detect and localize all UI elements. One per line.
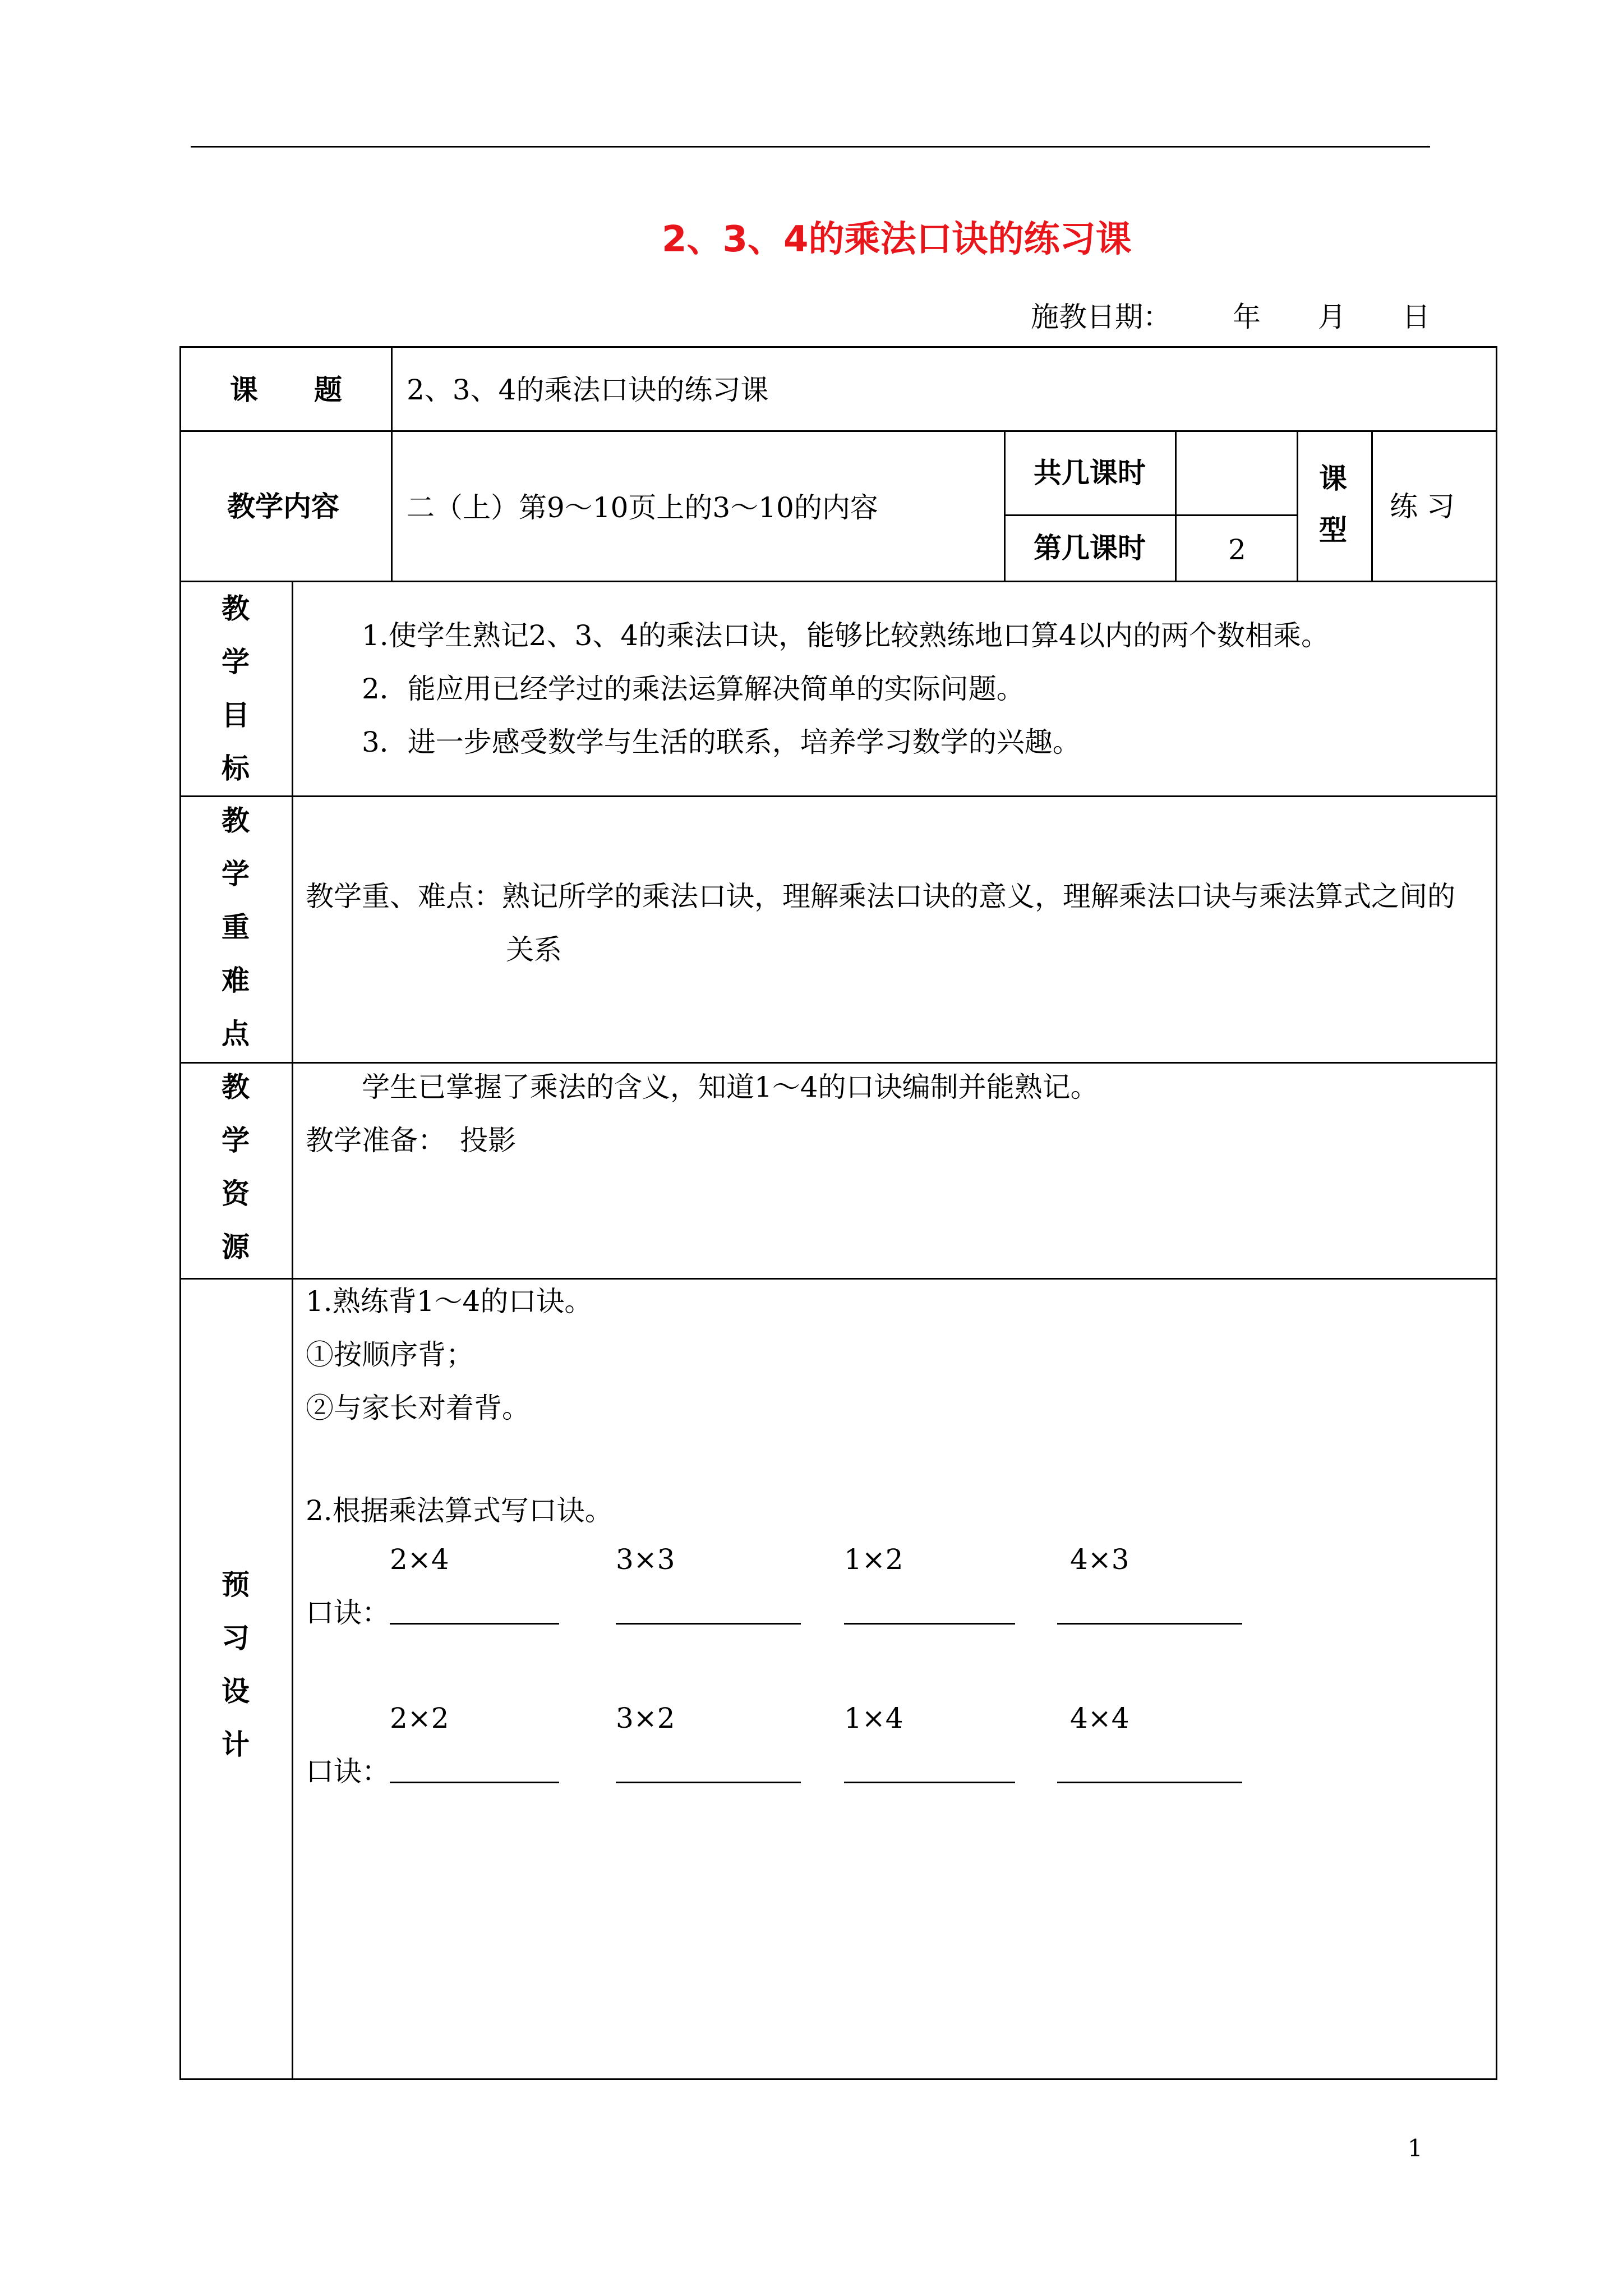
- expression-1: 2×4: [390, 1543, 449, 1576]
- resources-label-3: 资: [222, 1177, 250, 1210]
- period-number-value: 2: [1228, 533, 1246, 566]
- answer-blank[interactable]: [844, 1782, 1015, 1783]
- document-title: 2、3、4的乘法口诀的练习课: [662, 219, 1132, 260]
- resources-label-2: 学: [222, 1124, 250, 1157]
- goals-label-2: 学: [222, 646, 250, 678]
- key-label-3: 重: [222, 911, 250, 944]
- goal-item-3: 3．进一步感受数学与生活的联系，培养学习数学的兴趣。: [362, 726, 1081, 758]
- date-month: 月: [1318, 301, 1346, 333]
- expression-2: 3×3: [616, 1543, 675, 1576]
- header-rule: [191, 146, 1430, 148]
- preview-item-1: 1.熟练背1～4的口诀。: [306, 1285, 593, 1318]
- expression-7: 1×4: [844, 1702, 903, 1734]
- resources-line-1: 学生已掌握了乘法的含义，知道1～4的口诀编制并能熟记。: [362, 1071, 1099, 1103]
- expression-8: 4×4: [1070, 1702, 1129, 1734]
- topic-label: 课 题: [230, 374, 342, 406]
- key-label-5: 点: [222, 1018, 250, 1050]
- preview-label-3: 设: [222, 1675, 250, 1708]
- page-number: 1: [1408, 2134, 1423, 2162]
- resources-label-1: 教: [222, 1071, 250, 1103]
- key-label-4: 难: [222, 964, 250, 997]
- resources-label-4: 源: [222, 1231, 250, 1263]
- preview-item-2: 2.根据乘法算式写口诀。: [306, 1494, 613, 1527]
- answer-blank[interactable]: [616, 1782, 801, 1783]
- koujue-label-1: 口诀：: [306, 1596, 390, 1629]
- answer-blank[interactable]: [616, 1623, 801, 1625]
- goals-label-3: 目: [222, 699, 250, 731]
- expression-6: 3×2: [616, 1702, 675, 1734]
- answer-blank[interactable]: [390, 1782, 559, 1783]
- goal-item-2: 2．能应用已经学过的乘法运算解决简单的实际问题。: [362, 673, 1025, 705]
- date-year: 年: [1233, 301, 1261, 333]
- expression-5: 2×2: [390, 1702, 449, 1734]
- date-day: 日: [1402, 301, 1430, 333]
- total-periods-label: 共几课时: [1034, 457, 1146, 489]
- goal-item-1: 1.使学生熟记2、3、4的乘法口诀，能够比较熟练地口算4以内的两个数相乘。: [362, 619, 1329, 652]
- answer-blank[interactable]: [1057, 1623, 1242, 1625]
- topic-value: 2、3、4的乘法口诀的练习课: [407, 374, 769, 406]
- resources-line-2: 教学准备： 投影: [306, 1124, 516, 1157]
- content-label: 教学内容: [227, 490, 339, 523]
- key-label-1: 教: [222, 804, 250, 837]
- koujue-label-2: 口诀：: [306, 1755, 390, 1788]
- preview-item-1a: ①按顺序背；: [306, 1338, 474, 1371]
- lesson-type-label-2: 型: [1319, 514, 1347, 546]
- expression-4: 4×3: [1070, 1543, 1129, 1576]
- content-value: 二（上）第9～10页上的3～10的内容: [407, 491, 878, 524]
- key-label-2: 学: [222, 858, 250, 890]
- goals-label-1: 教: [222, 592, 250, 625]
- lesson-type-value: 练 习: [1390, 490, 1455, 523]
- lesson-type-label-1: 课: [1319, 462, 1347, 495]
- expression-3: 1×2: [844, 1543, 903, 1576]
- preview-label-1: 预: [222, 1568, 250, 1601]
- key-points-line-2: 关系: [506, 933, 562, 966]
- answer-blank[interactable]: [844, 1623, 1015, 1625]
- date-label: 施教日期：: [1031, 301, 1171, 333]
- preview-item-1b: ②与家长对着背。: [306, 1392, 530, 1424]
- key-points-line-1: 教学重、难点：熟记所学的乘法口诀，理解乘法口诀的意义，理解乘法口诀与乘法算式之间的: [306, 880, 1455, 913]
- preview-label-4: 计: [222, 1728, 250, 1761]
- period-number-label: 第几课时: [1034, 532, 1146, 564]
- goals-label-4: 标: [222, 752, 250, 785]
- preview-label-2: 习: [222, 1622, 250, 1654]
- answer-blank[interactable]: [390, 1623, 559, 1625]
- answer-blank[interactable]: [1057, 1782, 1242, 1783]
